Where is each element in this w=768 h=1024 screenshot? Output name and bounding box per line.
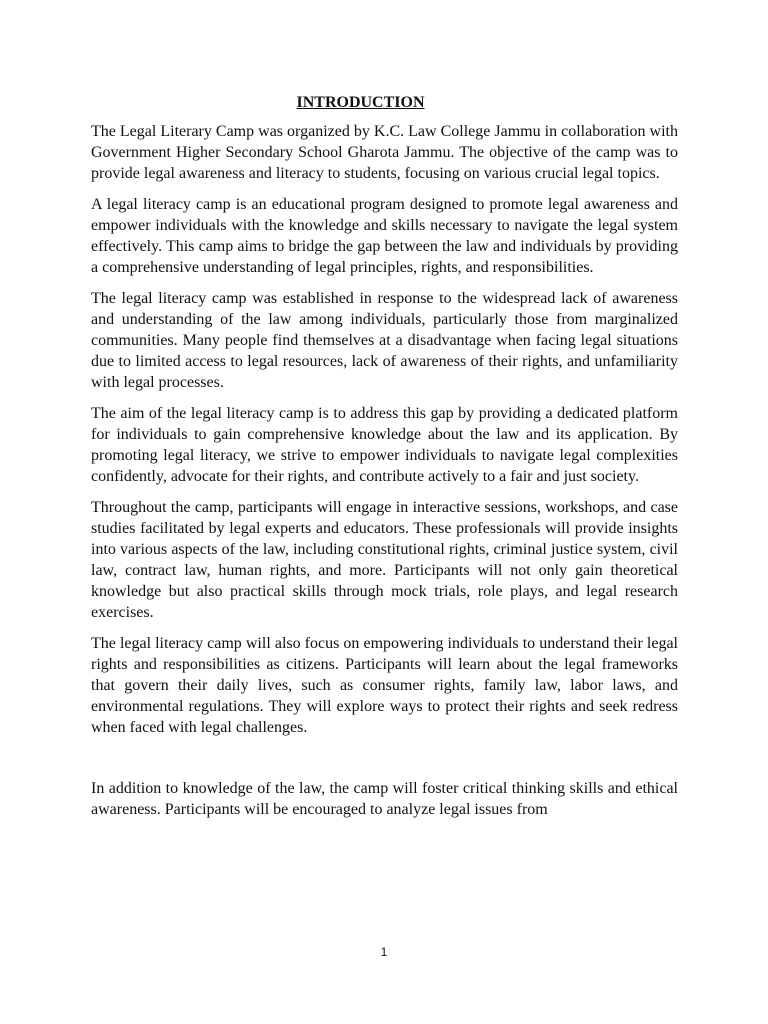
paragraph-camp-background: The legal literacy camp was established in response to the widespread lack of awareness and understanding of the law among individuals, particularly those from marginalized communities. Many people find themselves at a disadvantage when facing legal situations due to limited access to legal resources, lack of awareness of their rights, and unfamiliarity with legal processes. — [91, 290, 678, 391]
page-title: INTRODUCTION — [296, 94, 425, 111]
paragraph-camp-activities: Throughout the camp, participants will engage in interactive sessions, workshops, and case studies facilitated by legal experts and educators. These professionals will provide insights into various aspects of the law, including constitutional rights, criminal justice system, civil law, contract law, human rights, and more. Participants will not only gain theoretical knowledge but also practical skills through mock trials, role plays, and legal research exercises. — [91, 499, 678, 621]
paragraph-camp-rights-focus: The legal literacy camp will also focus on empowering individuals to understand their legal rights and responsibilities as citizens. Participants will learn about the legal frameworks that govern their daily lives, such as consumer rights, family law, labor laws, and environmental regulations. They will explore ways to protect their rights and seek redress when faced with legal challenges. — [91, 635, 678, 736]
paragraph-camp-aim: The aim of the legal literacy camp is to address this gap by providing a dedicated platform for individuals to gain comprehensive knowledge about the law and its application. By promoting legal literacy, we strive to empower individuals to navigate legal complexities confidently, advocate for their rights, and contribute actively to a fair and just society. — [91, 405, 678, 485]
paragraph-critical-thinking: In addition to knowledge of the law, the camp will foster critical thinking skills and ethical awareness. Participants will be encouraged to analyze legal issues from — [91, 780, 678, 818]
paragraph-camp-definition: A legal literacy camp is an educational program designed to promote legal awareness and empower individuals with the knowledge and skills necessary to navigate the legal system effectively. This camp aims to bridge the gap between the law and individuals by providing a comprehensive understanding of legal principles, rights, and responsibilities. — [91, 196, 678, 276]
page-number: 1 — [380, 945, 388, 959]
paragraph-camp-organization: The Legal Literary Camp was organized by K.C. Law College Jammu in collaboration with Government Higher Secondary School Gharota Jammu. The objective of the camp was to provide legal awareness and literacy to students, focusing on various crucial legal topics. — [91, 123, 678, 182]
document-body — [91, 92, 678, 830]
